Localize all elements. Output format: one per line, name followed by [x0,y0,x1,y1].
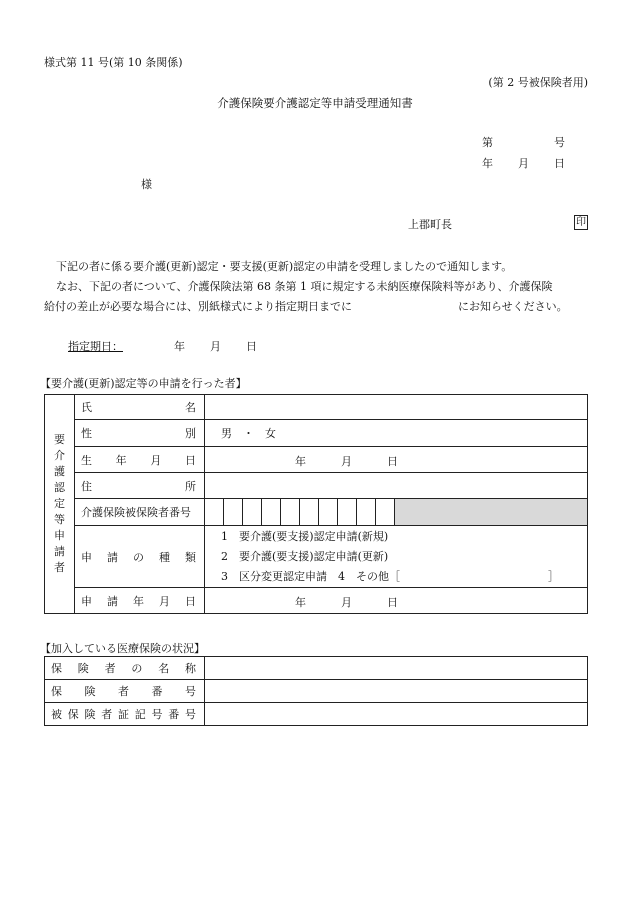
type-option-3[interactable]: 3 区分変更認定申請 4 その他［ ］ [221,569,559,583]
insurer-number-field[interactable] [205,680,588,703]
applicant-table [44,394,588,614]
insured-number-field[interactable] [205,499,588,526]
application-type-label: 申 請 の 種 類 [75,526,205,588]
digit-cell[interactable] [357,499,376,525]
form-number: 様式第 11 号(第 10 条関係) [44,56,183,69]
insured-card-number-label: 被 保 険 者 証 記 号 番 号 [45,703,205,726]
deadline-day: 日 [246,340,257,353]
application-type-field[interactable] [205,526,588,588]
insurer-name-label: 保 険 者 の 名 称 [45,657,205,680]
digit-cell[interactable] [243,499,262,525]
applicant-section-heading: 【要介護(更新)認定等の申請を行った者】 [40,377,247,390]
type-option-2[interactable]: 2 要介護(要支援)認定申請(更新) [221,549,389,563]
digit-cell[interactable] [205,499,224,525]
type-option-1[interactable]: 1 要介護(要支援)認定申請(新規) [221,529,389,543]
digit-cell[interactable] [224,499,243,525]
deadline-label: 指定期日： [68,340,123,353]
digit-cell[interactable] [319,499,338,525]
digit-cell[interactable] [262,499,281,525]
insurance-table [44,656,588,726]
applicant-side-label: 要 介 護 認 定 等 申 請 者 [45,395,75,614]
digit-cell[interactable] [281,499,300,525]
deadline-year: 年 [174,340,185,353]
insured-card-number-field[interactable] [205,703,588,726]
number-prefix: 第 [482,136,493,149]
insurer-number-label: 保 険 者 番 号 [45,680,205,703]
insurance-section-heading: 【加入している医療保険の状況】 [40,642,205,655]
digit-cell[interactable] [376,499,395,525]
deadline-line [68,338,258,354]
insured-type: (第 2 号被保険者用) [488,76,588,89]
insurer-name-field[interactable] [205,657,588,680]
name-field[interactable] [205,395,588,420]
issue-date-year: 年 [482,157,493,170]
digit-cell[interactable] [300,499,319,525]
addressee-suffix: 様 [141,178,152,191]
application-date-label: 申 請 年 月 日 [75,588,205,614]
sex-field[interactable]: 男 ・ 女 [205,420,588,447]
birth-date-label: 生 年 月 日 [75,447,205,473]
address-field[interactable] [205,473,588,499]
deadline-month: 月 [210,340,221,353]
number-suffix: 号 [554,136,565,149]
insured-number-label: 介護保険被保険者番号 [75,499,205,526]
issuer: 上郡町長 [408,218,452,231]
page-title: 介護保険要介護認定等申請受理通知書 [217,96,413,110]
digit-cell[interactable] [338,499,357,525]
notice-paragraph-2-line2b: にお知らせください。 [458,300,568,313]
address-label: 住 所 [75,473,205,499]
shaded-cell [395,499,588,525]
birth-date-field[interactable]: 年 月 日 [205,447,588,473]
sex-label: 性 別 [75,420,205,447]
issue-date-day: 日 [554,157,565,170]
seal-mark: 印 [576,217,586,228]
notice-paragraph-1: 下記の者に係る要介護(更新)認定・要支援(更新)認定の申請を受理しましたので通知します。 [56,260,513,273]
notice-paragraph-2-line2a: 給付の差止が必要な場合には、別紙様式により指定期日までに [44,300,352,313]
issue-date-month: 月 [518,157,529,170]
application-date-field[interactable]: 年 月 日 [205,588,588,614]
notice-paragraph-2-line1: なお、下記の者について、介護保険法第 68 条第 1 項に規定する未納医療保険料等があり、介護保険 [56,280,553,293]
name-label: 氏 名 [75,395,205,420]
